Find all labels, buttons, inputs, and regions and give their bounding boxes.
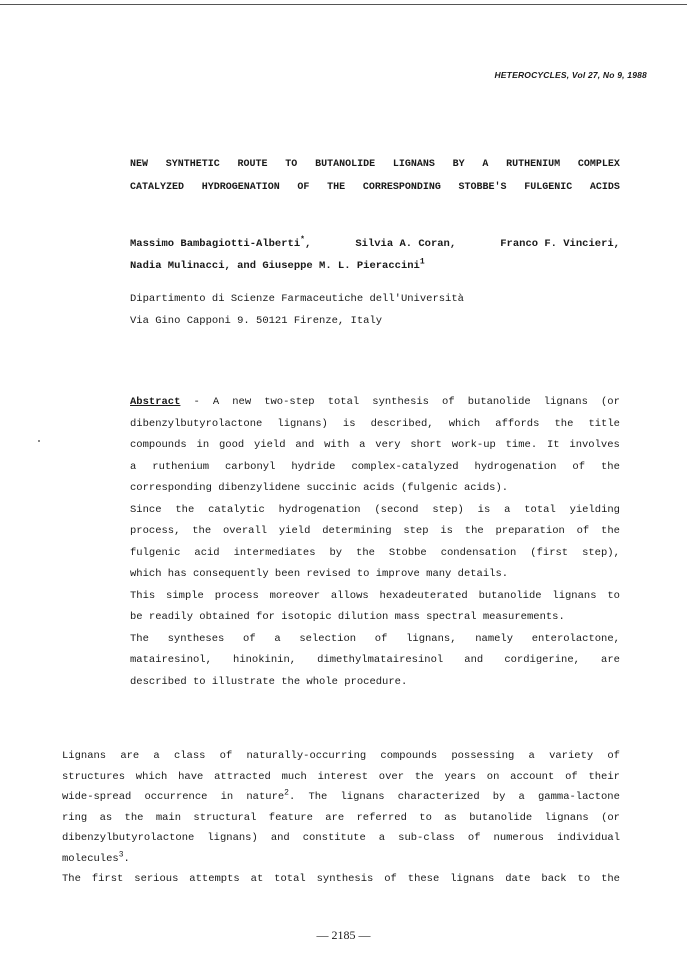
word: BY (452, 159, 465, 170)
author-vincieri: Franco F. Vincieri, (500, 238, 620, 250)
word: HYDROGENATION (201, 182, 280, 193)
word: step) (432, 503, 464, 516)
word: hexadeuterated (379, 589, 468, 602)
word: to (577, 873, 591, 885)
word: work-up (451, 439, 496, 451)
word: and (464, 654, 484, 666)
abstract-line-10 (130, 586, 620, 608)
word: of (565, 770, 578, 783)
abstract (130, 392, 620, 693)
word: OF (297, 182, 310, 193)
word: time. (505, 439, 538, 451)
word: a (378, 832, 386, 844)
word: THE (327, 182, 346, 193)
word: occurrence (144, 791, 208, 803)
word: a (359, 439, 366, 451)
body-line-4 (62, 808, 620, 829)
abstract-line-13 (130, 650, 620, 672)
word: Stobbe (388, 546, 427, 559)
word: title (588, 417, 620, 430)
abstract-line-6 (130, 500, 620, 522)
word: a (130, 460, 137, 473)
word: in (220, 791, 234, 803)
word: butanolide (469, 811, 533, 824)
abstract-line-5: corresponding dibenzylidene succinic acids (fulgenic acids). (130, 482, 509, 494)
word: have (178, 770, 204, 783)
word: sub-class (398, 832, 455, 844)
word: serious (134, 873, 179, 885)
word: STOBBE'S (458, 182, 507, 193)
word: and (270, 832, 290, 844)
word: Lignans (62, 750, 107, 762)
word: step), (582, 546, 620, 559)
word: and (295, 439, 315, 451)
word: cordigerine, (504, 654, 580, 666)
word: of (219, 750, 233, 762)
word: ROUTE (237, 159, 268, 170)
word: synthesis (316, 873, 374, 885)
word: NEW (130, 159, 149, 170)
footnote-mark: 3 (118, 850, 124, 859)
word: matairesinol, (130, 654, 212, 666)
word: hinokinin, (233, 654, 297, 666)
word: dimethylmatairesinol (317, 654, 444, 666)
word: back (541, 873, 567, 885)
word: the (464, 525, 484, 537)
word: acid (194, 546, 220, 559)
word: yielding (569, 503, 620, 516)
word: wide-spread (62, 791, 132, 803)
affiliation-line-1: Dipartimento di Scienze Farmaceutiche dell'Università (130, 293, 464, 305)
word: The (308, 791, 328, 803)
body-line-2 (62, 767, 620, 788)
word: COMPLEX (577, 159, 620, 170)
word: the (414, 770, 434, 783)
word: hydride (291, 460, 336, 473)
word: new (232, 396, 252, 408)
word: of (442, 396, 455, 408)
word: constitute (302, 832, 366, 844)
word: the (601, 525, 620, 537)
body-line-5 (62, 828, 620, 849)
word: of (467, 832, 481, 844)
word: much (281, 770, 307, 783)
word: the (192, 525, 212, 537)
word: lignans (543, 396, 588, 408)
word: CATALYZED (130, 182, 185, 193)
word: two-step (264, 396, 315, 408)
word: with (324, 439, 350, 451)
word: - (193, 396, 200, 408)
word: molecules$^3$. (62, 850, 130, 865)
body-line-6 (62, 849, 620, 870)
word: referred (356, 811, 407, 824)
word: This (130, 589, 156, 602)
word: on (486, 770, 500, 783)
word: fulgenic (130, 546, 181, 559)
word: namely (475, 632, 514, 645)
word: (second (374, 503, 419, 516)
word: of (576, 525, 590, 537)
word: BUTANOLIDE (315, 159, 376, 170)
word: as (99, 811, 113, 824)
word: lignans, (406, 632, 457, 645)
word: catalytic (208, 503, 265, 516)
word: total (327, 396, 360, 408)
word: process, (130, 525, 181, 537)
word: dibenzylbutyrolactone (62, 832, 195, 844)
author-row-2: Nadia Mulinacci, and Giuseppe M. L. Pieraccini$^1$ (130, 257, 425, 272)
word: characterized (397, 791, 480, 803)
word: complex-catalyzed (351, 460, 459, 473)
word: lignans) (277, 417, 328, 430)
word: compounds (130, 439, 187, 451)
word: ring (62, 811, 88, 824)
word: the (554, 417, 574, 430)
body-text (62, 746, 620, 890)
word: structures (62, 770, 126, 783)
abstract-line-11: be readily obtained for isotopic dilution mass spectral measurements. (130, 611, 565, 623)
word: the (601, 873, 620, 885)
word: by (329, 546, 343, 559)
abstract-label: Abstract (130, 396, 181, 408)
body-line-1 (62, 746, 620, 767)
word: SYNTHETIC (165, 159, 220, 170)
word: nature$^2$. (246, 788, 296, 803)
word: Since (130, 503, 162, 516)
word: these (407, 873, 440, 885)
author-row-1 (130, 233, 620, 255)
word: their (588, 770, 620, 783)
word: to (419, 811, 432, 824)
word: FULGENIC (524, 182, 573, 193)
word: first (91, 873, 124, 885)
word: described, (370, 417, 434, 430)
word: very (375, 439, 401, 451)
word: ruthenium (152, 460, 209, 473)
word: syntheses (167, 632, 225, 645)
word: of (384, 873, 397, 885)
word: overall (222, 525, 268, 537)
word: of (374, 632, 388, 645)
word: lignans (340, 791, 385, 803)
word: dibenzylbutyrolactone (130, 417, 263, 430)
word: preparation (495, 525, 565, 537)
word: feature (268, 811, 313, 824)
word: A (212, 396, 220, 408)
footnote-mark: 2 (284, 788, 289, 798)
abstract-line-12 (130, 629, 620, 651)
word: carbonyl (224, 460, 276, 473)
abstract-line-2 (130, 414, 620, 436)
word: to (607, 589, 620, 602)
word: which (135, 770, 168, 783)
abstract-line-8 (130, 543, 620, 565)
word: account (510, 770, 555, 783)
word: synthesis (372, 396, 429, 408)
word: enterolactone, (531, 632, 620, 645)
word: simple (166, 589, 204, 602)
word: RUTHENIUM (506, 159, 561, 170)
word: hydrogenation (474, 460, 557, 473)
word: condensation (440, 546, 517, 559)
word: determining (322, 525, 392, 537)
word: possessing (451, 750, 515, 762)
author-bambagiotti: Massimo Bambagiotti-Alberti*, (130, 235, 312, 250)
word: CORRESPONDING (362, 182, 441, 193)
word: date (505, 873, 531, 885)
word: moreover (269, 589, 321, 602)
body-line-3 (62, 787, 620, 808)
word: are (325, 811, 345, 824)
word: of (243, 632, 256, 645)
word: good (218, 439, 245, 451)
title-line-2 (130, 176, 620, 199)
word: involves (569, 439, 620, 451)
word: the (356, 546, 375, 559)
word: the (124, 811, 144, 824)
word: the (175, 503, 195, 516)
word: over (378, 770, 405, 783)
word: lignans (552, 589, 597, 602)
word: LIGNANS (392, 159, 435, 170)
word: is (440, 525, 453, 537)
word: butanolide (478, 589, 542, 602)
word: (first (530, 546, 569, 559)
word: lignans (544, 811, 589, 824)
word: total (524, 503, 556, 516)
abstract-line-14: described to illustrate the whole procedure. (130, 675, 408, 688)
page-number: — 2185 — (316, 928, 371, 942)
word: class (173, 750, 206, 762)
author-list (130, 233, 620, 277)
word: compounds (380, 750, 438, 762)
affiliation (130, 288, 464, 332)
abstract-line-4 (130, 457, 620, 479)
word: intermediates (233, 546, 316, 559)
word: hydrogenation (278, 503, 361, 516)
abstract-line-1 (130, 392, 620, 414)
word: step (403, 525, 429, 537)
word: attempts (189, 873, 240, 885)
abstract-line-7 (130, 521, 620, 543)
top-rule (0, 4, 687, 5)
corresponding-author-mark: * (300, 235, 305, 245)
paper-title (130, 153, 620, 199)
word: is (477, 503, 491, 516)
word: (or (601, 811, 620, 824)
word: of (572, 460, 586, 473)
word: a (528, 750, 535, 762)
word: interest (317, 770, 369, 783)
word: structural (193, 811, 257, 824)
margin-speck (38, 440, 40, 442)
journal-reference: HETEROCYCLES, Vol 27, No 9, 1988 (494, 70, 647, 80)
word: main (155, 811, 182, 824)
word: individual (556, 832, 620, 844)
word: TO (285, 159, 298, 170)
word: are (601, 654, 620, 666)
word: are (120, 750, 140, 762)
word: is (342, 417, 356, 430)
word: butanolide (467, 396, 531, 408)
word: which (448, 417, 481, 430)
word: lignans) (207, 832, 258, 844)
word: variety (549, 750, 594, 762)
word: process (214, 589, 259, 602)
word: as (444, 811, 457, 824)
word: allows (330, 589, 369, 602)
word: a (153, 750, 160, 762)
author-coran: Silvia A. Coran, (355, 238, 457, 250)
word: It (546, 439, 560, 451)
title-line-1 (130, 153, 620, 176)
word: by (492, 791, 506, 803)
word: naturally-occurring (246, 750, 367, 762)
author-footnote-mark: 1 (419, 257, 425, 267)
word: (or (600, 396, 620, 408)
word: years (444, 770, 476, 783)
word: The (130, 632, 149, 645)
affiliation-line-2: Via Gino Capponi 9. 50121 Firenze, Italy (130, 315, 383, 327)
word: a (504, 503, 511, 516)
word: a (518, 791, 525, 803)
word: total (274, 873, 306, 885)
word: A (482, 159, 489, 170)
abstract-line-3 (130, 435, 620, 457)
word: yield (254, 439, 286, 451)
word: yield (278, 525, 311, 537)
word: a (274, 632, 281, 645)
word: ACIDS (589, 182, 620, 193)
word: attracted (214, 770, 271, 783)
word: in (196, 439, 210, 451)
word: at (250, 873, 264, 885)
word: lignans (450, 873, 495, 885)
word: numerous (493, 832, 544, 844)
word: gamma-lactone (538, 791, 620, 803)
abstract-line-9: which has consequently been revised to improve many details. (130, 568, 509, 580)
word: The (62, 873, 81, 885)
body-line-7 (62, 869, 620, 890)
word: affords (495, 417, 540, 430)
word: the (601, 460, 620, 473)
word: short (410, 439, 442, 451)
word: selection (299, 632, 357, 645)
word: of (607, 750, 620, 762)
